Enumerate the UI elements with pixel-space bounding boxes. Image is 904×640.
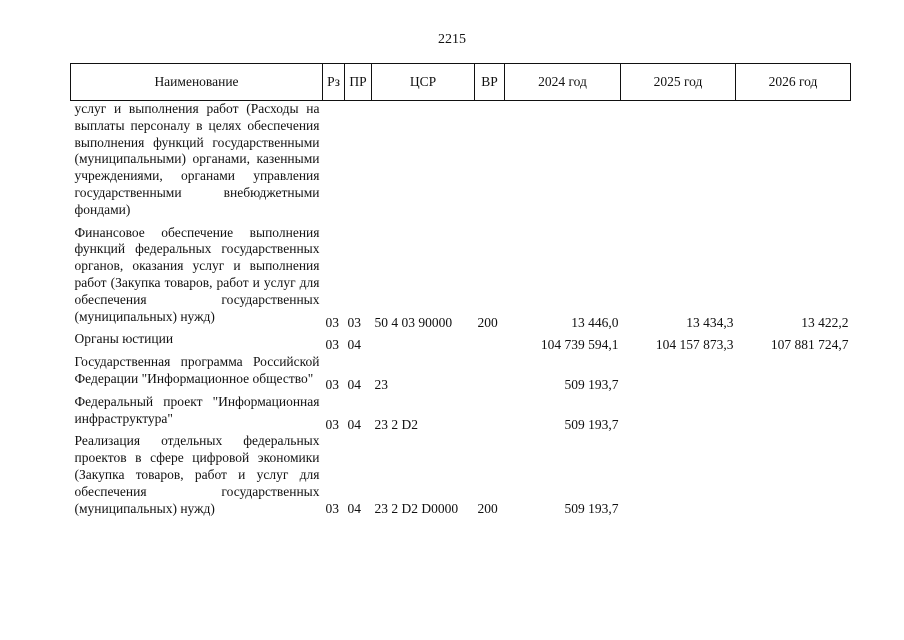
row-rz: 03 (325, 376, 339, 392)
row-2025 (621, 101, 736, 225)
row-2025: 104 157 873,3 (655, 337, 734, 353)
header-2025: 2025 год (621, 64, 736, 101)
row-2026 (736, 354, 851, 394)
budget-table (70, 63, 851, 517)
table-row (71, 394, 851, 434)
row-name: Федеральный проект "Информационная инфраструктура" (74, 393, 320, 426)
row-2024: 509 193,7 (564, 416, 619, 432)
row-vr (475, 394, 505, 434)
row-pr: 04 (347, 416, 361, 432)
row-csr: 23 2 D2 D0000 (374, 500, 459, 516)
row-2024 (505, 101, 621, 225)
table-header-row (71, 64, 851, 101)
row-csr: 23 (374, 376, 388, 392)
row-2024: 509 193,7 (564, 376, 619, 392)
row-vr: 200 (477, 314, 498, 330)
row-vr (475, 331, 505, 354)
row-name: Финансовое обеспечение выполнения функций федеральных государственных органов, оказания услуг и выполнения работ (Закупка товаров, работ и услуг для обеспечения государственных (муниципальных) нужд) (74, 224, 320, 324)
row-csr: 23 2 D2 (374, 416, 418, 432)
row-csr (372, 331, 475, 354)
row-2024: 13 446,0 (571, 314, 619, 330)
row-pr (345, 101, 372, 225)
row-pr: 04 (347, 376, 361, 392)
row-2026 (736, 101, 851, 225)
header-2026: 2026 год (736, 64, 851, 101)
table-row (71, 354, 851, 394)
page-number: 2215 (438, 32, 466, 47)
header-rz: Рз (323, 64, 345, 101)
row-2026 (736, 433, 851, 517)
row-pr: 03 (347, 314, 361, 330)
table-row (71, 331, 851, 354)
row-vr (475, 101, 505, 225)
table-row (71, 225, 851, 332)
header-csr: ЦСР (372, 64, 475, 101)
row-2026 (736, 394, 851, 434)
row-2025: 13 434,3 (686, 314, 734, 330)
table-row (71, 433, 851, 517)
row-name: услуг и выполнения работ (Расходы на выплаты персоналу в целях обеспечения выполнения функций государственными (муниципальными) органами, казенными учреждениями, органами управления государственными внебюджетными фондами) (74, 101, 320, 217)
row-rz: 03 (325, 416, 339, 432)
row-2024: 104 739 594,1 (540, 337, 619, 353)
row-rz: 03 (325, 337, 339, 353)
row-vr: 200 (477, 500, 498, 516)
header-2024: 2024 год (505, 64, 621, 101)
row-2024: 509 193,7 (564, 500, 619, 516)
row-2026: 107 881 724,7 (770, 337, 849, 353)
header-vr: ВР (475, 64, 505, 101)
row-2025 (621, 433, 736, 517)
row-pr: 04 (347, 337, 361, 353)
header-name: Наименование (71, 64, 323, 101)
table-row (71, 101, 851, 225)
row-pr: 04 (347, 500, 361, 516)
row-rz: 03 (325, 314, 339, 330)
row-vr (475, 354, 505, 394)
row-2026: 13 422,2 (801, 314, 849, 330)
row-csr (372, 101, 475, 225)
row-rz (323, 101, 345, 225)
row-name: Реализация отдельных федеральных проектов в сфере цифровой экономики (Закупка товаров, работ и услуг для обеспечения государственных (муниципальных) нужд) (74, 433, 320, 516)
row-2025 (621, 354, 736, 394)
row-csr: 50 4 03 90000 (374, 314, 453, 330)
row-2025 (621, 394, 736, 434)
row-name: Органы юстиции (74, 331, 174, 347)
header-pr: ПР (345, 64, 372, 101)
row-rz: 03 (325, 500, 339, 516)
row-name: Государственная программа Российской Федерации "Информационное общество" (74, 354, 320, 386)
